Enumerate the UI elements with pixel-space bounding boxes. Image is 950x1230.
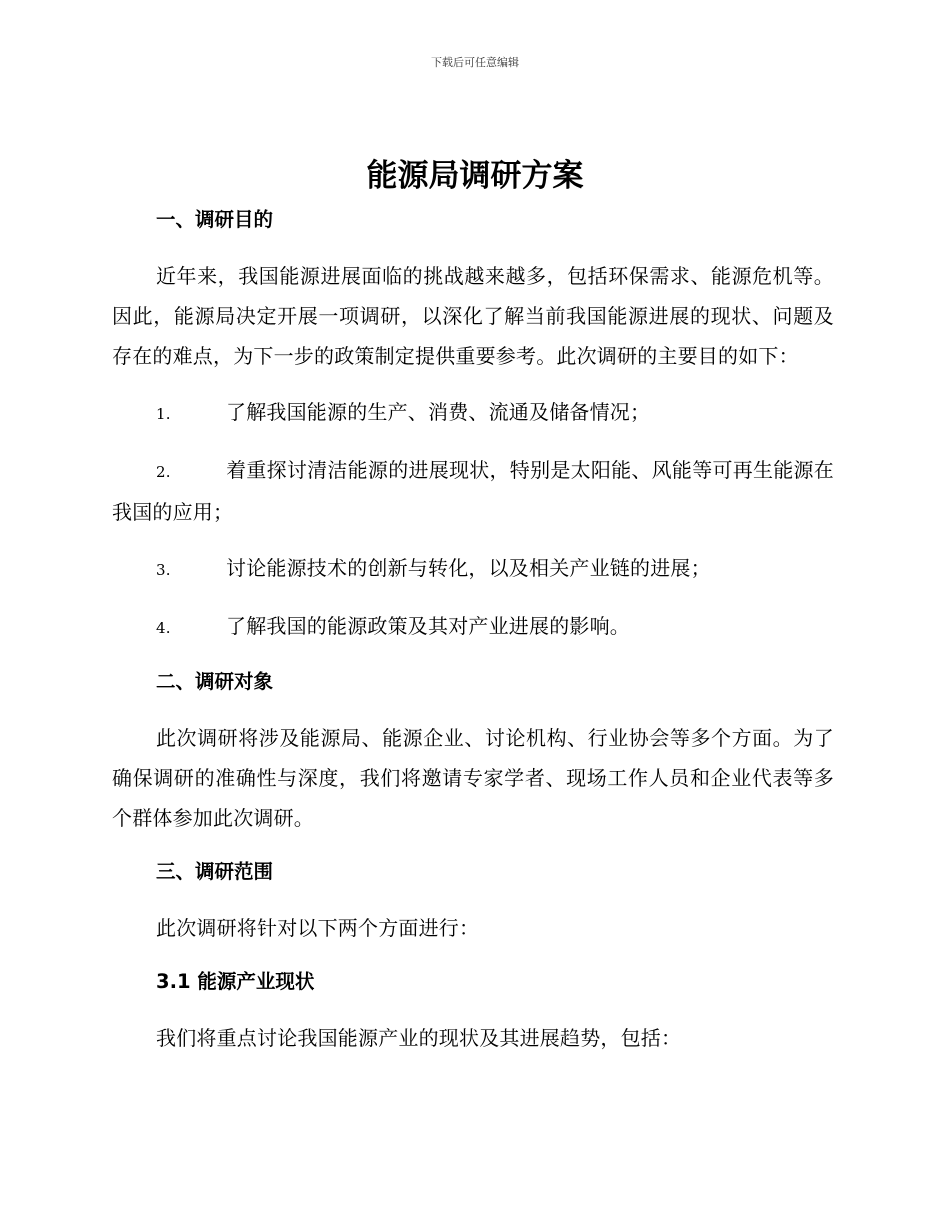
section-heading-purpose: 一、调研目的 <box>156 208 274 231</box>
paragraph-scope: 此次调研将针对以下两个方面进行： <box>156 916 480 940</box>
list-number: 3. <box>156 561 171 579</box>
paragraph-targets: 此次调研将涉及能源局、能源企业、讨论机构、行业协会等多个方面。为了确保调研的准确性与深度，我们将邀请专家学者、现场工作人员和企业代表等多个群体参加此次调研。 <box>112 726 834 830</box>
list-item <box>112 392 834 434</box>
list-number: 1. <box>156 405 171 423</box>
list-text: 了解我国能源的生产、消费、流通及储备情况； <box>226 400 651 424</box>
document-body <box>112 202 834 1058</box>
section-heading-targets: 二、调研对象 <box>156 670 274 693</box>
document-title: 能源局调研方案 <box>366 158 584 194</box>
list-item <box>112 450 834 532</box>
section-heading-scope: 三、调研范围 <box>156 860 274 883</box>
list-item <box>112 606 834 648</box>
header-note: 下载后可任意编辑 <box>431 56 519 69</box>
list-text: 了解我国的能源政策及其对产业进展的影响。 <box>226 614 630 638</box>
list-item <box>112 548 834 590</box>
list-text: 讨论能源技术的创新与转化，以及相关产业链的进展； <box>226 556 711 580</box>
subsection-heading-industry-status: 3.1 能源产业现状 <box>156 970 315 993</box>
list-text: 着重探讨清洁能源的进展现状，特别是太阳能、风能等可再生能源在我国的应用； <box>112 458 834 524</box>
paragraph-industry-status: 我们将重点讨论我国能源产业的现状及其进展趋势，包括： <box>156 1026 682 1050</box>
list-number: 4. <box>156 619 171 637</box>
list-number: 2. <box>156 463 171 481</box>
paragraph-purpose: 近年来，我国能源进展面临的挑战越来越多，包括环保需求、能源危机等。因此，能源局决定开展一项调研，以深化了解当前我国能源进展的现状、问题及存在的难点，为下一步的政策制定提供重要参考。此次调研的主要目的如下： <box>112 264 834 368</box>
